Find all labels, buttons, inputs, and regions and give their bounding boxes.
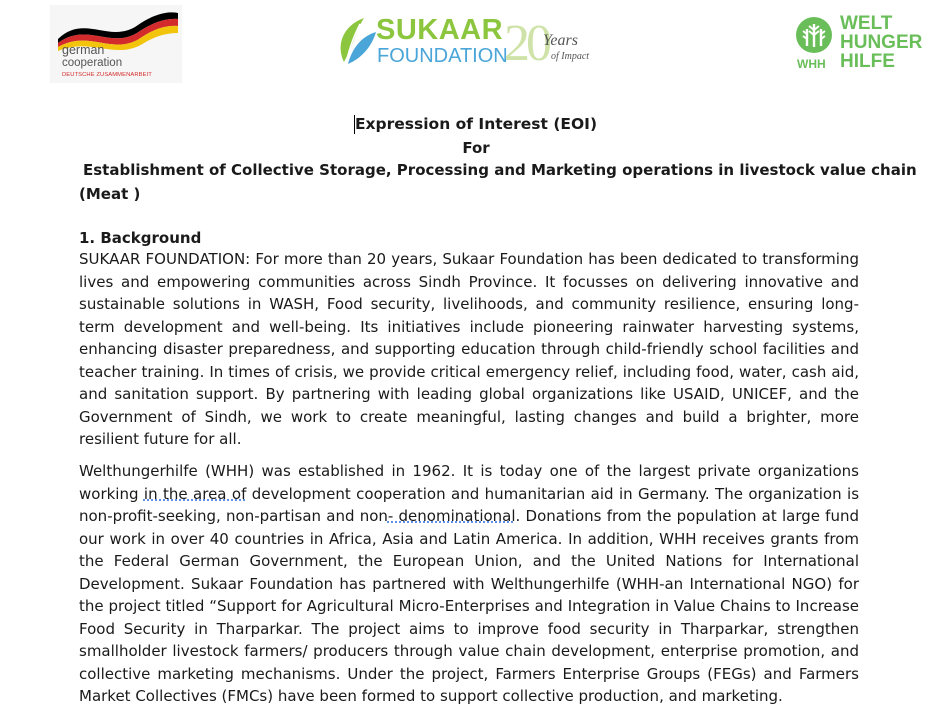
sukaar-wordmark: SUKAAR — [376, 14, 504, 46]
section-heading-background: 1. Background — [79, 229, 202, 247]
hunger-word: HUNGER — [840, 32, 923, 53]
whh-abbreviation: WHH — [797, 57, 826, 71]
grammar-flag-denominational: - denominational — [387, 507, 516, 525]
hilfe-word: HILFE — [840, 51, 895, 72]
background-paragraph-sukaar: SUKAAR FOUNDATION: For more than 20 years, Sukaar Foundation has been dedicated to transforming lives and empowering communities across Sindh Province. It focusses on delivering innovative and sustainable solutions in WASH, Food security, livelihoods, and community resilience, ensuring long-term development and well-being. Its initiatives include pioneering rainwater harvesting systems, enhancing disaster preparedness, and supporting education through child-friendly school facilities and teacher training. In times of crisis, we provide critical emergency relief, including food, water, cash aid, and sanitation support. By partnering with leading global organizations like USAID, UNICEF, and the Government of Sindh, we work to create meaningful, lasting changes and build a brighter, more resilient future for all. — [79, 250, 859, 448]
for-label: For — [462, 139, 490, 157]
para2-text-2: development cooperation and humanitarian aid in Germany. The organization is non-profit-seeking, non-partisan and non — [79, 484, 860, 525]
welt-word: WELT — [840, 13, 893, 34]
of-impact-text: of Impact — [551, 51, 590, 62]
sukaar-foundation-logo — [336, 14, 598, 70]
document-title: Expression of Interest (EOI) — [354, 115, 598, 133]
subtitle-line-1: Establishment of Collective Storage, Processing and Marketing operations in livestock value chain — [83, 161, 917, 179]
para2-text-3: . Donations from the population at large fund our work in over 40 countries in Africa, Asia and Latin America. In addition, WHH receives grants from the Federal German Government, the European Union, and the United Nations for International Development. Sukaar Foundation has partnered with Welthungerhilfe (WHH-an International NGO) for the project titled “Support for Agricultural Micro-Enterprises and Integration in Value Chains to Increase Food Security in Tharparkar. The project aims to improve food security in Tharparkar, strengthen smallholder livestock farmers/ producers through value chain development, enterprise promotion, and collective marketing mechanisms. Under the project, Farmers Enterprise Groups (FEGs) and Farmers Market Collectives (FMCs) have been formed to support collective production, and marketing. — [79, 507, 860, 705]
foundation-wordmark: FOUNDATION — [377, 45, 508, 67]
leaf-icon — [336, 16, 378, 66]
welthungerhilfe-logo — [795, 13, 925, 74]
twenty-numeral: 20 — [504, 15, 548, 72]
giz-line-german: german — [62, 43, 105, 57]
welt-hunger-hilfe-wordmark — [840, 14, 922, 71]
grammar-flag-in-the-area-of: in the area of — [143, 484, 247, 503]
giz-logo — [50, 5, 182, 83]
background-paragraph-whh — [79, 460, 859, 708]
giz-line-cooperation: cooperation — [62, 57, 123, 69]
giz-line-deutsche: DEUTSCHE ZUSAMMENARBEIT — [62, 72, 152, 78]
wheat-circle-icon — [795, 16, 833, 54]
years-text: Years — [543, 32, 578, 49]
subtitle-line-2: (Meat ) — [79, 185, 141, 203]
para2-text-1: Welthungerhilfe (WHH) was established in 1962. It is today one of the largest private organizations working — [79, 462, 859, 503]
